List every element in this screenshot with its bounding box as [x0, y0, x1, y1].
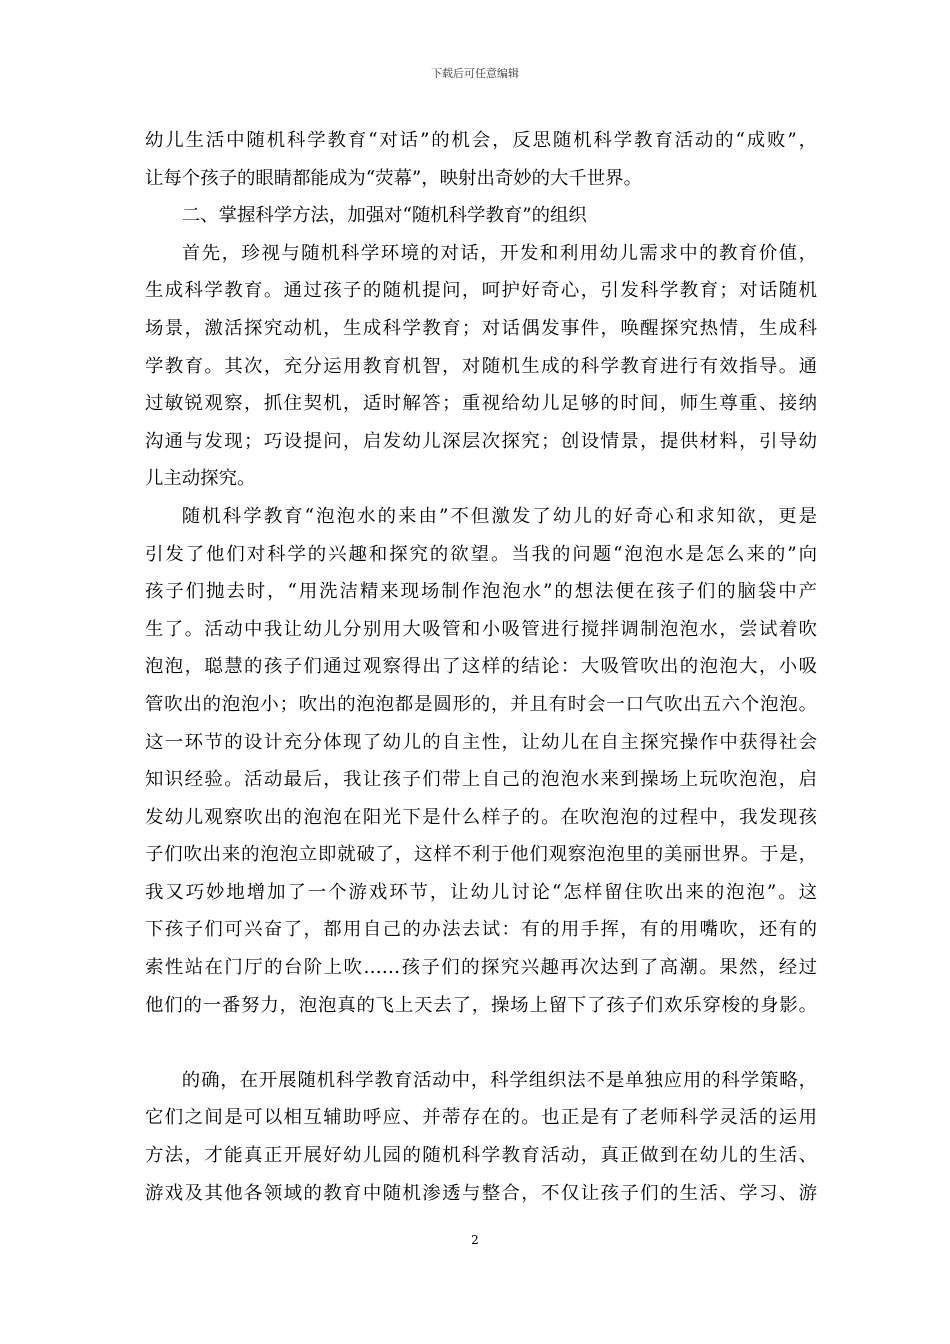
text-line: 学教育。其次，充分运用教育机智，对随机生成的科学教育进行有效指导。通 [145, 355, 817, 377]
text-line: 的确，在开展随机科学教育活动中，科学组织法不是单独应用的科学策略， [181, 1069, 817, 1091]
text-line: 孩子们抛去时，“用洗洁精来现场制作泡泡水”的想法便在孩子们的脑袋中产 [145, 581, 817, 603]
text-line: 它们之间是可以相互辅助呼应、并蒂存在的。也正是有了老师科学灵活的运用 [145, 1107, 817, 1129]
text-line: 随机科学教育“泡泡水的来由”不但激发了幼儿的好奇心和求知欲，更是 [181, 505, 817, 527]
text-line: 沟通与发现；巧设提问，启发幼儿深层次探究；创设情景，提供材料，引导幼 [145, 430, 817, 452]
text-line: 儿主动探究。 [145, 468, 256, 490]
text-line: 场景，激活探究动机，生成科学教育；对话偶发事件，唤醒探究热情，生成科 [145, 317, 817, 339]
page-number: 2 [471, 1233, 479, 1247]
text-line: 他们的一番努力，泡泡真的飞上天去了，操场上留下了孩子们欢乐穿梭的身影。 [145, 994, 817, 1016]
page-header: 下载后可任意编辑 [431, 67, 519, 80]
text-line: 管吹出的泡泡小；吹出的泡泡都是圆形的，并且有时会一口气吹出五六个泡泡。 [145, 693, 817, 715]
text-line: 过敏锐观察，抓住契机，适时解答；重视给幼儿足够的时间，师生尊重、接纳 [145, 393, 817, 415]
paragraph-continued [145, 122, 817, 197]
document-body [145, 122, 817, 1212]
text-line: 发幼儿观察吹出的泡泡在阳光下是什么样子的。在吹泡泡的过程中，我发现孩 [145, 806, 817, 828]
text-line: 让每个孩子的眼睛都能成为“荧幕”，映射出奇妙的大千世界。 [145, 167, 642, 189]
text-line: 游戏及其他各领域的教育中随机渗透与整合，不仅让孩子们的生活、学习、游 [145, 1182, 817, 1204]
text-line: 知识经验。活动最后，我让孩子们带上自己的泡泡水来到操场上玩吹泡泡，启 [145, 769, 817, 791]
section-heading-text: 二、掌握科学方法，加强对“随机科学教育”的组织 [181, 205, 587, 227]
text-line: 索性站在门厅的台阶上吹……孩子们的探究兴趣再次达到了高潮。果然，经过 [145, 957, 817, 979]
text-line: 首先，珍视与随机科学环境的对话，开发和利用幼儿需求中的教育价值， [181, 242, 817, 264]
text-line: 方法，才能真正开展好幼儿园的随机科学教育活动，真正做到在幼儿的生活、 [145, 1145, 817, 1167]
paragraph-bubble-example [145, 498, 817, 1024]
text-line: 生成科学教育。通过孩子的随机提问，呵护好奇心，引发科学教育；对话随机 [145, 280, 817, 302]
paragraph-conclusion [145, 1062, 817, 1212]
paragraph-methods [145, 235, 817, 498]
text-line: 我又巧妙地增加了一个游戏环节，让幼儿讨论“怎样留住吹出来的泡泡”。这 [145, 881, 817, 903]
blank-line [145, 1024, 817, 1062]
text-line: 泡泡，聪慧的孩子们通过观察得出了这样的结论：大吸管吹出的泡泡大，小吸 [145, 656, 817, 678]
text-line: 引发了他们对科学的兴趣和探究的欲望。当我的问题“泡泡水是怎么来的”向 [145, 543, 817, 565]
text-line: 下孩子们可兴奋了，都用自己的办法去试：有的用手挥，有的用嘴吹，还有的 [145, 919, 817, 941]
text-line: 生了。活动中我让幼儿分别用大吸管和小吸管进行搅拌调制泡泡水，尝试着吹 [145, 618, 817, 640]
text-line: 幼儿生活中随机科学教育“对话”的机会，反思随机科学教育活动的“成败”， [145, 130, 817, 151]
text-line: 这一环节的设计充分体现了幼儿的自主性，让幼儿在自主探究操作中获得社会 [145, 731, 817, 753]
section-heading [145, 197, 817, 235]
text-line: 子们吹出来的泡泡立即就破了，这样不利于他们观察泡泡里的美丽世界。于是， [145, 844, 817, 866]
